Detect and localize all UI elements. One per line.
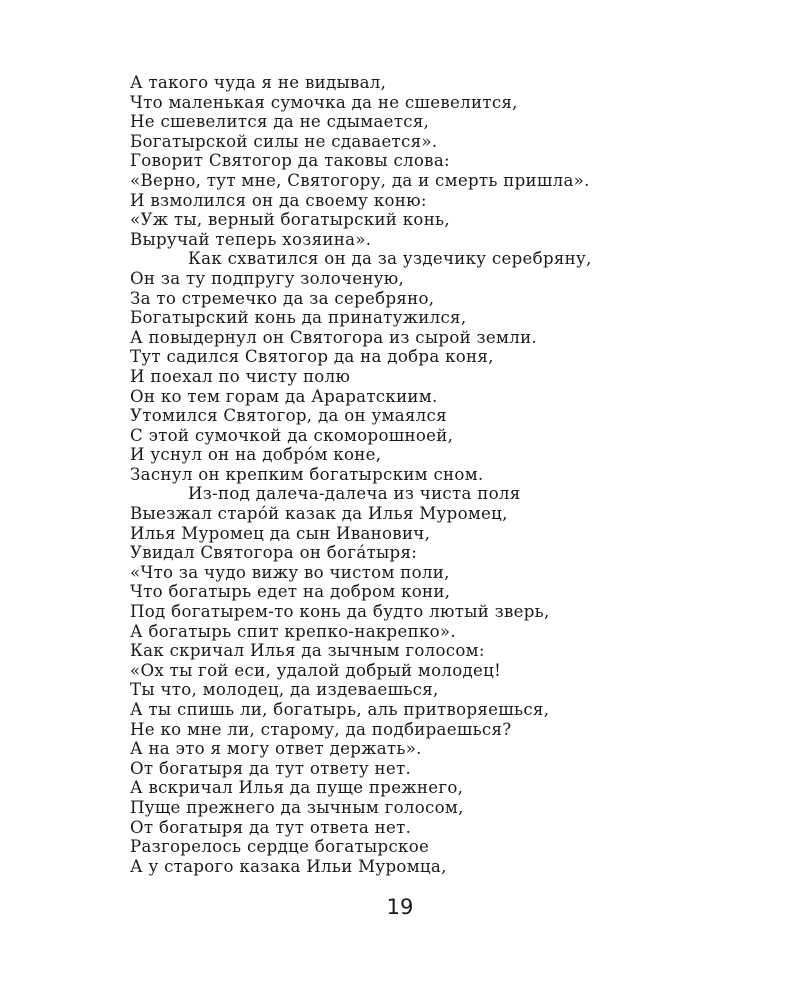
- poem-line: И взмолился он да своему коню:: [130, 190, 427, 210]
- poem-line: А ты спишь ли, богатырь, аль притворяешься,: [130, 700, 550, 719]
- poem-line: Илья Муромец да сын Иванович,: [130, 523, 431, 543]
- page-number: 19: [386, 895, 414, 919]
- poem-line: Богатырский конь да принатужился,: [130, 308, 467, 328]
- poem-line: А богатырь спит крепко-накрепко».: [130, 621, 456, 641]
- poem-line: Говорит Святогор да таковы слова:: [130, 151, 450, 171]
- poem-line: Что маленькая сумочка да не сшевелится,: [130, 92, 518, 112]
- poem-line: Разгорелось сердце богатырское: [130, 837, 430, 857]
- poem-line: Выручай теперь хозяина».: [130, 229, 372, 249]
- poem-line: Богатырской силы не сдавается».: [130, 131, 438, 151]
- poem-line: И поехал по чисту полю: [130, 366, 351, 386]
- poem-line: Не ко мне ли, старому, да подбираешься?: [130, 719, 512, 739]
- poem-line: Ты что, молодец, да издеваешься,: [130, 680, 439, 700]
- poem-line: «Уж ты, верный богатырский конь,: [130, 210, 450, 230]
- poem-line: Пуще прежнего да зычным голосом,: [130, 797, 464, 817]
- poem-line: «Ох ты гой еси, удалой добрый молодец!: [130, 660, 502, 680]
- poem-line: «Что за чудо вижу во чистом поли,: [130, 562, 450, 582]
- poem-line: Заснул он крепким богатырским сном.: [130, 464, 484, 484]
- poem-line: А повыдернул он Святогора из сырой земли.: [130, 327, 538, 347]
- poem-line: За то стремечко да за серебряно,: [130, 288, 435, 308]
- poem-line: От богатыря да тут ответа нет.: [130, 817, 412, 837]
- poem-line: Как скричал Илья да зычным голосом:: [130, 641, 485, 661]
- poem-line: Как схватился он да за уздечику серебряну,: [188, 249, 592, 269]
- poem-line: Он за ту подпругу золоченую,: [130, 268, 405, 288]
- poem-line: Выезжал старо́й казак да Илья Муромец,: [130, 504, 508, 524]
- poem-line: А на это я могу ответ держать».: [130, 739, 422, 759]
- poem-text: [130, 73, 730, 876]
- poem-line: Увидал Святогора он бога́тыря:: [130, 543, 418, 563]
- poem-line: А вскричал Илья да пуще прежнего,: [130, 778, 464, 798]
- poem-line: С этой сумочкой да скоморошноей,: [130, 425, 454, 445]
- poem-line: Из-под далеча-далеча из чиста поля: [188, 484, 521, 504]
- poem-line: Тут садился Святогор да на добра коня,: [130, 347, 494, 367]
- poem-line: Утомился Святогор, да он умаялся: [130, 406, 447, 426]
- poem-line: Не сшевелится да не сдымается,: [130, 112, 430, 132]
- poem-line: Под богатырем-то конь да будто лютый зверь,: [130, 602, 550, 622]
- poem-line: А у старого казака Ильи Муромца,: [130, 856, 447, 876]
- poem-line: Он ко тем горам да Араратскиим.: [130, 386, 438, 406]
- poem-line: От богатыря да тут ответу нет.: [130, 758, 412, 778]
- poem-line: А такого чуда я не видывал,: [130, 73, 387, 92]
- poem-line: Что богатырь едет на добром кони,: [130, 582, 451, 602]
- poem-line: И уснул он на добро́м коне,: [130, 445, 382, 465]
- poem-line: «Верно, тут мне, Святогору, да и смерть пришла».: [130, 170, 590, 190]
